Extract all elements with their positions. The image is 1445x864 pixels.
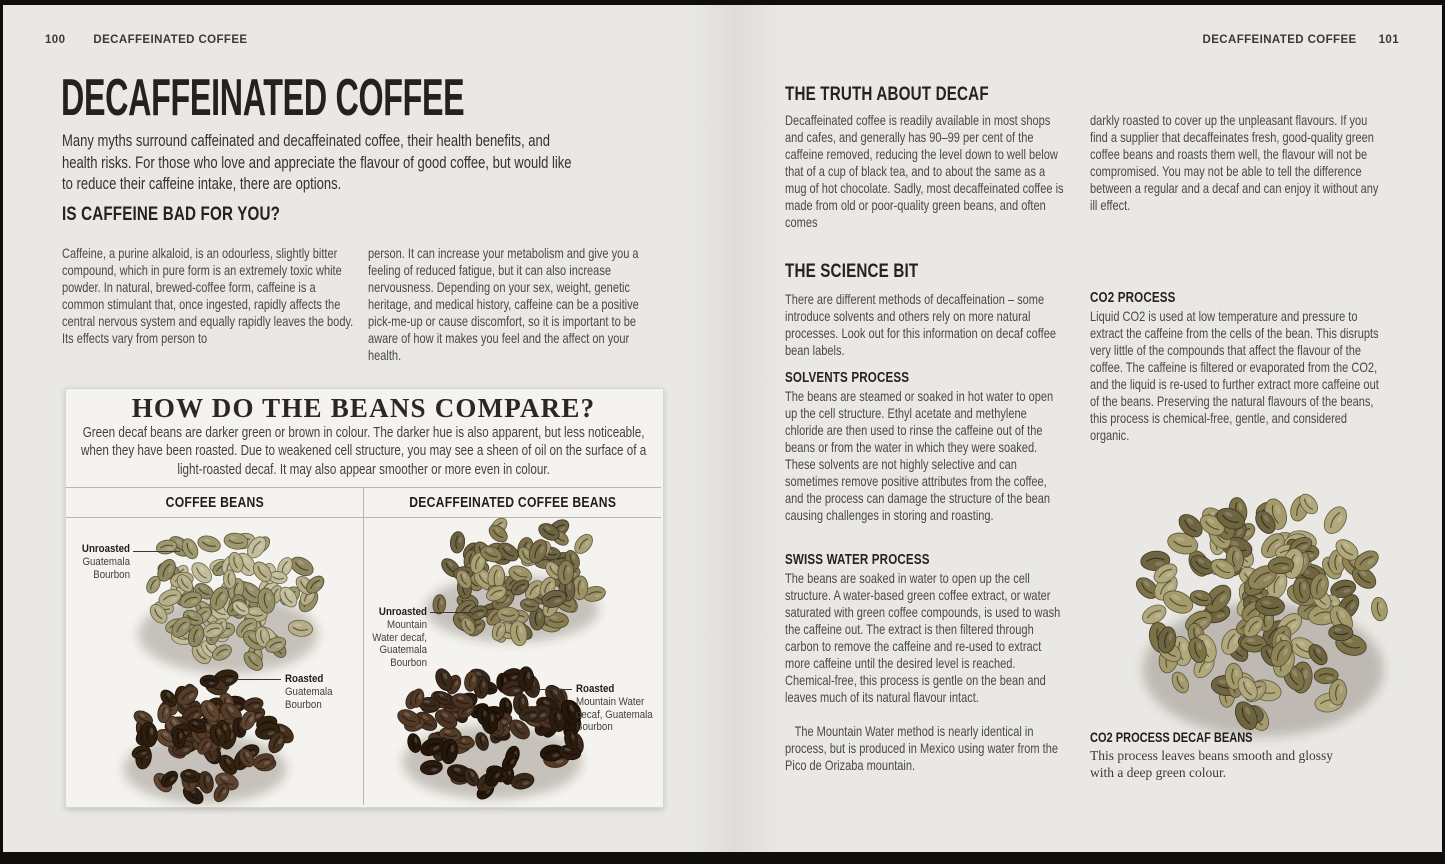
running-title: DECAFFEINATED COFFEE <box>93 34 248 46</box>
bean-label-line: Water decaf, <box>372 631 427 644</box>
bean-label-line: Roasted <box>285 673 324 685</box>
bean-label-line: Bourbon <box>93 568 130 581</box>
co2-heading-wrap <box>1090 290 1197 306</box>
co2-caption-body: This process leaves beans smooth and glossy with a deep green colour. <box>1090 748 1333 780</box>
bean-label-line: Guatemala <box>285 685 333 698</box>
science-intro: There are different methods of decaffeination – some introduce solvents and others rely on more natural processes. Look out for this information on decaf coffee bean labels. <box>785 292 1056 358</box>
frame-bottom <box>0 852 1445 864</box>
compare-box-description-wrap <box>76 424 795 479</box>
bean-label-line: Guatemala <box>379 644 427 657</box>
swiss-heading-wrap <box>785 552 966 568</box>
truth-col1-wrap <box>785 112 1135 231</box>
co2-caption-heading: CO2 PROCESS DECAF BEANS <box>1090 730 1253 745</box>
leader-line <box>238 679 281 680</box>
bean-label-line: decaf, Guatemala <box>576 708 653 721</box>
section-heading-truth: THE TRUTH ABOUT DECAF <box>785 84 989 105</box>
frame-left <box>0 0 3 864</box>
running-header-right <box>1203 34 1399 46</box>
section-heading-caffeine: IS CAFFEINE BAD FOR YOU? <box>62 204 281 225</box>
leader-line <box>533 689 572 690</box>
section-heading-science: THE SCIENCE BIT <box>785 261 919 282</box>
compare-box-heading: HOW DO THE BEANS COMPARE? <box>131 393 596 423</box>
intro-paragraph-wrap <box>62 131 707 196</box>
bean-label-line: Bourbon <box>285 698 322 711</box>
bean-label-roasted-decaf <box>576 683 675 734</box>
intro-paragraph: Many myths surround caffeinated and decaffeinated coffee, their health benefits, and health risks. For those who love and appreciate the flavour of good coffee, but would like to reduce their caffeine intake, there are options. <box>62 132 572 194</box>
bean-label-roasted-regular <box>285 673 375 711</box>
truth-col2-wrap <box>1090 112 1445 214</box>
column-header-decaf-text: DECAFFEINATED COFFEE BEANS <box>409 495 616 511</box>
swiss-body2: The Mountain Water method is nearly identical in process, but is produced in Mexico using water from the Pico de Orizaba mountain. <box>785 724 1059 773</box>
bean-label-line: Guatemala <box>82 555 130 568</box>
solvents-body-wrap <box>785 388 1135 524</box>
truth-heading-wrap <box>785 84 1040 106</box>
photo-roasted-regular-beans <box>94 644 316 830</box>
swiss-body1: The beans are soaked in water to open up the cell structure. A water-based green coffee extract, or water saturated with green coffee compounds, is used to wash the caffeine out. The extract is then filtered through carbon to remove the caffeine and re-used to extract more caffeine until the desired level is reached. Chemical-free, this process is gentle on the bean and leaves much of its natural flavour intact. <box>785 571 1061 705</box>
bean-label-line: Bourbon <box>390 657 427 670</box>
compare-box-description: Green decaf beans are darker green or brown in colour. The darker hue is also apparent, but less noticeable, when they have been roasted. Due to weakened cell structure, you may see a sheen of oil on the surface of a light-roasted decaf. It may also appear smoother or more even in colour. <box>80 425 647 478</box>
bean-label-unroasted-regular <box>40 543 130 581</box>
co2-body: Liquid CO2 is used at low temperature and pressure to extract the caffeine from the cells of the bean. This disrupts very little of the compounds that affect the flavour of the coffee. The caffeine is filtered or evaporated from the CO2, and the liquid is re-used to further extract more caffeine out of the beans. Preserving the natural flavours of the beans, this process is chemical-free, gentle, and considered organic. <box>1090 309 1379 443</box>
bean-label-line: Unroasted <box>81 543 130 555</box>
article-title-wrap <box>61 69 781 127</box>
column-header-coffee-text: COFFEE BEANS <box>165 495 264 511</box>
leader-line <box>133 551 180 552</box>
science-intro-wrap <box>785 291 1135 359</box>
photo-co2-decaf-beans <box>1109 456 1417 760</box>
truth-col2: darkly roasted to cover up the unpleasant flavours. If you find a supplier that decaffeinates fresh, good-quality green coffee beans and roasts them well, the flavour will not be compromised. You may not be able to tell the difference between a regular and a decaf and can enjoy it without any ill effect. <box>1090 113 1379 213</box>
bean-label-line: Mountain <box>387 618 427 631</box>
swiss-body1-wrap <box>785 570 1137 706</box>
co2-body-wrap <box>1090 308 1445 444</box>
bean-label-line: Mountain Water <box>576 695 645 708</box>
truth-col1: Decaffeinated coffee is readily available in most shops and cafes, and generally has 90–99 per cent of the caffeine removed, reducing the level down to well below that of a cup of black tea, and to about the same as a mug of hot chocolate. Sadly, most decaffeinated coffee is made from old or poor-quality green beans, and often comes <box>785 113 1064 230</box>
caffeine-col1: Caffeine, a purine alkaloid, is an odourless, slightly bitter compound, which in pure form is an extremely toxic white powder. In natural, brewed-coffee form, caffeine is a common stimulant that, once ingested, rapidly affects the central nervous system and equally rapidly leaves the body. Its effects vary from person to <box>62 246 354 346</box>
solvents-body: The beans are steamed or soaked in hot water to open up the cell structure. Ethyl acetate and methylene chloride are then used to rinse the caffeine out of the beans or from the water in which they were soaked. These solvents are not highly selective and can sometimes remove positive attributes from the coffee, and the process can damage the structure of the bean causing challenges in storing and roasting. <box>785 389 1054 523</box>
bean-label-line: Roasted <box>576 683 615 695</box>
solvents-heading-wrap <box>785 370 940 386</box>
bean-label-unroasted-decaf <box>337 606 427 670</box>
caffeine-heading-wrap <box>62 204 335 226</box>
science-heading-wrap <box>785 261 952 283</box>
bean-label-line: Unroasted <box>378 606 427 618</box>
running-header-left <box>45 34 247 46</box>
subheading-swiss: SWISS WATER PROCESS <box>785 552 930 568</box>
caffeine-col2-wrap <box>368 245 733 364</box>
bean-label-line: Bourbon <box>576 721 613 734</box>
co2-caption-heading-wrap <box>1090 730 1293 745</box>
subheading-solvents: SOLVENTS PROCESS <box>785 370 910 386</box>
running-title: DECAFFEINATED COFFEE <box>1202 34 1357 46</box>
article-title: DECAFFEINATED COFFEE <box>61 69 465 127</box>
subheading-co2: CO2 PROCESS <box>1090 290 1176 306</box>
page-number: 100 <box>45 34 66 46</box>
leader-line <box>430 612 472 613</box>
page-number: 101 <box>1378 34 1399 46</box>
caffeine-col2: person. It can increase your metabolism and give you a feeling of reduced fatigue, but it can also increase nervousness. Depending on your sex, weight, genetic heritage, and medical history, caffeine can be a positive pick-me-up or cause discomfort, so it is important to be aware of how it makes you feel and the affect on your health. <box>368 246 639 363</box>
swiss-body2-wrap <box>785 723 1137 774</box>
